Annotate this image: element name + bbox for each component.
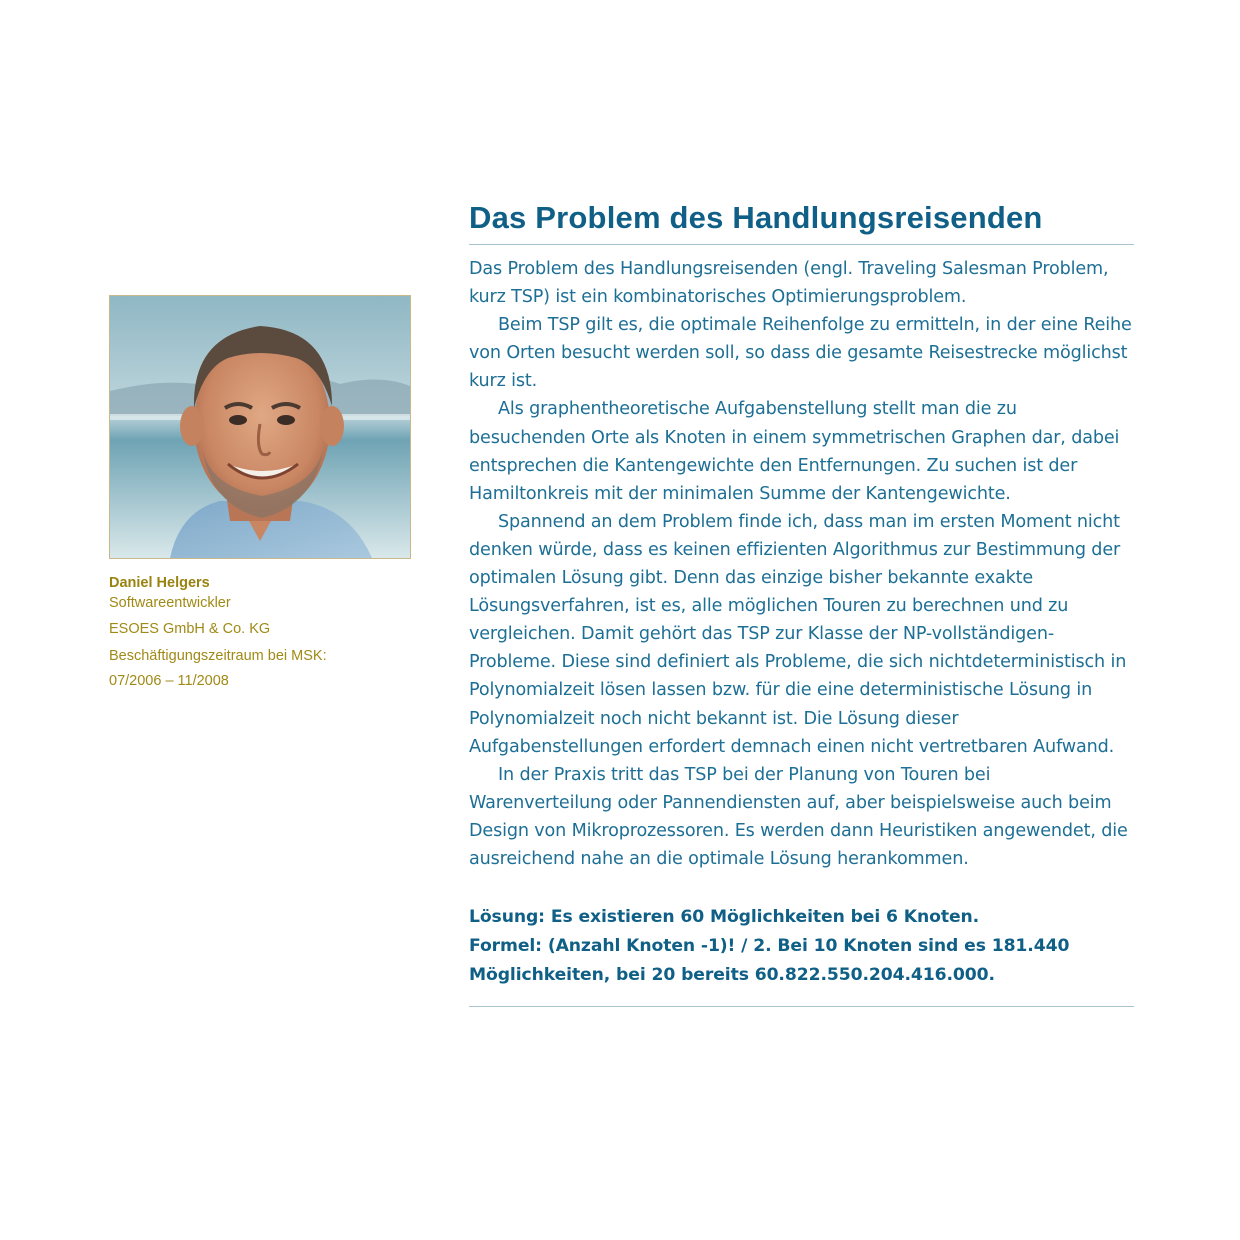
article-paragraph: Als graphentheoretische Aufgabenstellung stellt man die zu besuchenden Orte als Knoten in einem symmetrischen Graphen dar, dabei entsprechen die Kantengewichte den Entfernungen. Zu suchen ist der Hamiltonkreis mit der minimalen Summe der Kantengewichte. — [469, 399, 1120, 504]
article-body — [469, 255, 1134, 873]
author-sidebar — [109, 295, 411, 694]
solution-box — [469, 903, 1134, 1007]
solution-line: Lösung: Es existieren 60 Möglichkeiten bei 6 Knoten. — [469, 907, 980, 928]
article-paragraph: Spannend an dem Problem finde ich, dass man im ersten Moment nicht denken würde, dass es keinen effizienten Algorithmus zur Bestimmung der optimalen Lösung gibt. Denn das einzige bisher bekannte exakte Lösungsverfahren, ist es, alle möglichen Touren zu berechnen und zu vergleichen. Damit gehört das TSP zur Klasse der NP-vollständigen-Probleme. Diese sind definiert als Probleme, die sich nichtdeterministisch in Polynomialzeit lösen lassen bzw. für die eine deterministische Lösung in Polynomialzeit noch nicht bekannt ist. Die Lösung dieser Aufgabenstellungen erfordert demnach einen nicht vertretbaren Aufwand. — [469, 511, 1127, 757]
article-paragraph: Beim TSP gilt es, die optimale Reihenfolge zu ermitteln, in der eine Reihe von Orten besucht werden soll, so dass die gesamte Reisestrecke möglichst kurz ist. — [469, 315, 1132, 392]
author-company: ESOES GmbH & Co. KG — [109, 621, 271, 637]
employment-period-label: Beschäftigungszeitraum bei MSK: — [109, 648, 327, 664]
formula-line: Formel: (Anzahl Knoten -1)! / 2. Bei 10 Knoten sind es 181.440 Möglichkeiten, bei 20 bereits 60.822.550.204.416.000. — [469, 936, 1070, 986]
author-portrait — [109, 295, 411, 559]
article-paragraph: In der Praxis tritt das TSP bei der Planung von Touren bei Warenverteilung oder Pannendiensten auf, aber beispielsweise auch beim Design von Mikroprozessoren. Es werden dann Heuristiken angewendet, die ausreichend nahe an die optimale Lösung herankommen. — [469, 764, 1128, 869]
employment-period-value: 07/2006 – 11/2008 — [109, 673, 229, 689]
article-paragraph: Das Problem des Handlungsreisenden (engl. Traveling Salesman Problem, kurz TSP) ist ein kombinatorisches Optimierungsproblem. — [469, 259, 1109, 308]
article-headline: Das Problem des Handlungsreisenden — [469, 196, 1134, 245]
author-role: Softwareentwickler — [109, 595, 231, 611]
article-main — [469, 196, 1134, 1007]
author-name: Daniel Helgers — [109, 575, 210, 591]
author-bio — [109, 573, 411, 694]
